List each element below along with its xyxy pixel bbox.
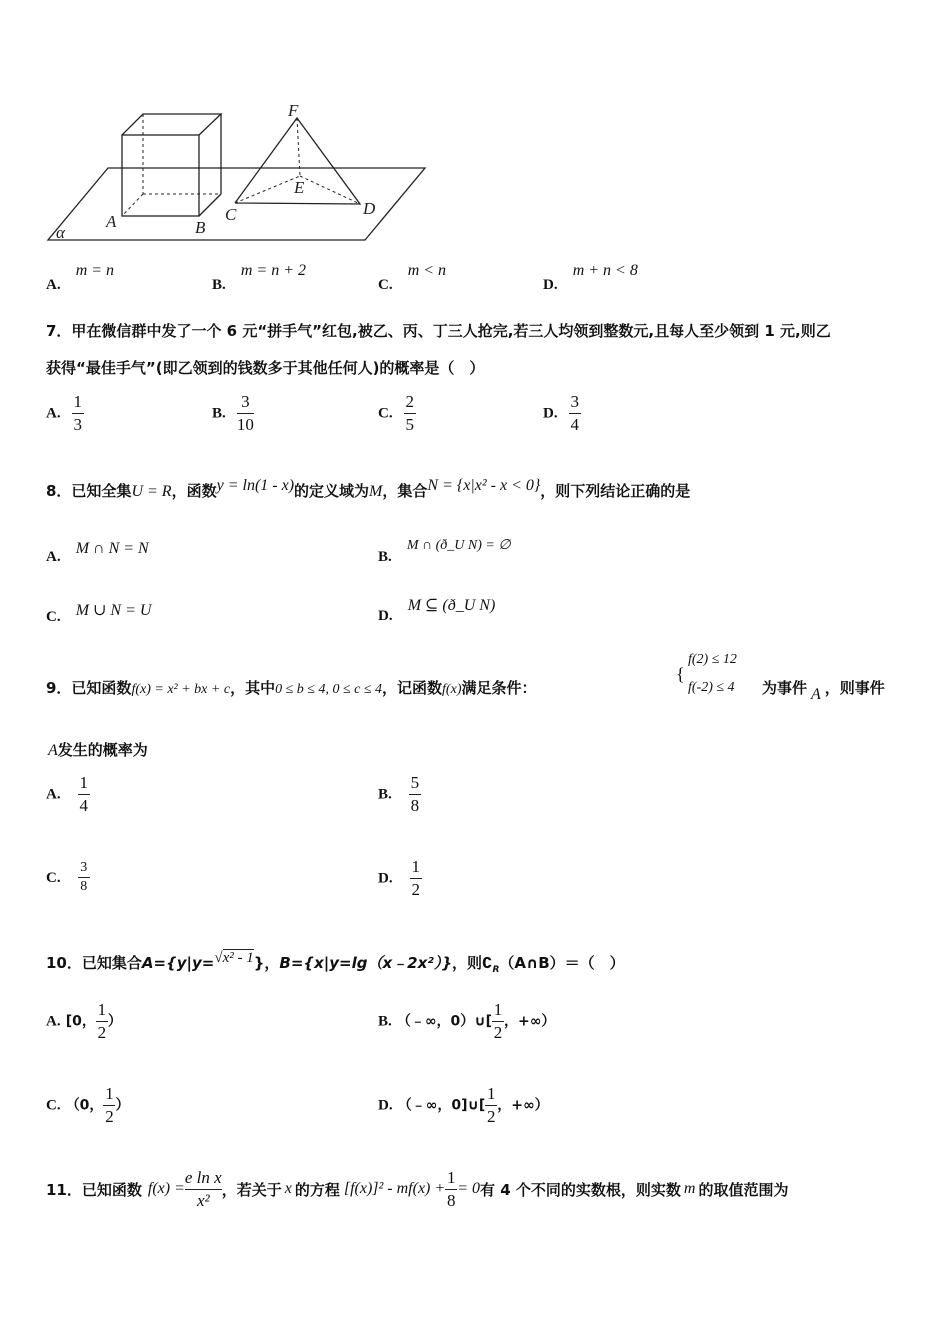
option-label: A. xyxy=(46,277,61,293)
q10-text-3: ，则 xyxy=(452,954,483,972)
q11-var-x: x xyxy=(284,1180,292,1198)
q7-option-a[interactable] xyxy=(46,392,84,434)
option-label: B. xyxy=(378,786,392,803)
denominator: 5 xyxy=(405,414,414,434)
label-alpha: α xyxy=(56,223,65,242)
q9-option-c[interactable] xyxy=(46,860,90,895)
option-fraction xyxy=(569,392,581,434)
q9-text-3: ，记函数 xyxy=(382,679,443,697)
q9-range: 0 ≤ b ≤ 4, 0 ≤ c ≤ 4 xyxy=(275,682,383,697)
label-A: A xyxy=(106,212,117,231)
q7-stem-line2: 获得“最佳手气”(即乙领到的钱数多于其他任何人)的概率是（ ） xyxy=(46,359,485,377)
option-fraction xyxy=(96,1000,108,1042)
option-expr: m + n < 8 xyxy=(572,262,638,279)
q8-set-m: M xyxy=(369,483,383,500)
label-B: B xyxy=(195,218,206,237)
q9-text-line2: 发生的概率为 xyxy=(57,741,148,759)
option-label: B. xyxy=(212,405,226,422)
q9-text-1: 9．已知函数 xyxy=(46,679,132,697)
option-post: ） xyxy=(115,1097,130,1114)
denominator: 10 xyxy=(236,414,254,434)
q8-text-3: 的定义域为 xyxy=(294,482,370,500)
q9-text-6: ，则事件 xyxy=(824,679,885,697)
option-fraction xyxy=(404,392,416,434)
option-pre: （0， xyxy=(65,1097,104,1114)
denominator: 2 xyxy=(411,879,420,899)
q10-option-c[interactable] xyxy=(46,1084,129,1126)
q9-condition-2: f(-2) ≤ 4 xyxy=(688,680,735,695)
q7-option-d[interactable] xyxy=(543,392,581,434)
numerator: 3 xyxy=(80,860,88,875)
q11-text-4: 有 4 个不同的实数根，则实数 xyxy=(479,1180,681,1199)
q11-eq-denominator: 8 xyxy=(446,1190,456,1210)
option-post: ，+∞） xyxy=(504,1013,556,1030)
option-label: B. xyxy=(212,277,226,293)
q10-complement: ∁ xyxy=(482,954,493,972)
q11-f-lhs: f(x) = xyxy=(147,1180,185,1198)
q8-option-d[interactable] xyxy=(378,595,496,624)
q9-stem xyxy=(46,677,537,698)
cube-bottom-right xyxy=(199,194,221,216)
option-post: ，+∞） xyxy=(497,1097,549,1114)
option-label: D. xyxy=(378,608,393,624)
option-expr: m = n xyxy=(75,262,115,279)
q9-brace: { xyxy=(676,664,685,684)
q11-text-2: ，若关于 xyxy=(221,1180,282,1199)
q10-option-d[interactable] xyxy=(378,1084,549,1126)
numerator: 1 xyxy=(411,857,420,876)
denominator: 2 xyxy=(493,1022,503,1042)
q9-stem-tail xyxy=(762,677,885,703)
q9-event-2: A xyxy=(48,742,58,759)
denominator: 8 xyxy=(80,879,88,895)
option-fraction xyxy=(485,1084,497,1126)
q6-option-a[interactable] xyxy=(46,260,115,293)
option-label: D. xyxy=(378,870,393,887)
cube-top-edges xyxy=(122,114,221,135)
q10-set-b: B={x|y=lg（x﹣2x²）} xyxy=(279,954,453,972)
q6-option-d[interactable] xyxy=(543,260,638,293)
q9-text-4: 满足条件： xyxy=(461,679,537,697)
option-fraction xyxy=(410,857,422,899)
q10-stem xyxy=(46,952,625,975)
option-post: ） xyxy=(107,1013,122,1030)
q11-eq-rhs: = 0 xyxy=(457,1180,480,1198)
q9-option-b[interactable] xyxy=(378,773,421,815)
cube-hidden-side xyxy=(122,194,143,216)
q11-f-numerator: e ln x xyxy=(184,1168,222,1187)
q6-option-c[interactable] xyxy=(378,260,447,293)
q9-event: A xyxy=(811,686,821,703)
q11-eq-fraction xyxy=(445,1168,457,1210)
option-label: A. xyxy=(46,786,61,803)
q9-function: f(x) = x² + bx + c xyxy=(131,682,231,697)
option-fraction xyxy=(78,773,90,815)
numerator: 1 xyxy=(79,773,88,792)
q6-option-b[interactable] xyxy=(212,260,307,293)
option-label: D. xyxy=(378,1097,393,1114)
option-fraction xyxy=(78,860,90,895)
q10-option-a[interactable] xyxy=(46,1000,122,1042)
q11-text-5: 的取值范围为 xyxy=(698,1180,789,1199)
q11-stem xyxy=(46,1168,788,1210)
option-pre: （﹣∞，0]∪[ xyxy=(397,1097,486,1114)
label-D: D xyxy=(363,199,376,218)
denominator: 3 xyxy=(73,414,82,434)
option-fraction xyxy=(409,773,421,815)
q8-text-2: ，函数 xyxy=(171,482,217,500)
numerator: 5 xyxy=(410,773,420,792)
option-expr: M ∩ N = N xyxy=(75,540,149,557)
q9-condition-1: f(2) ≤ 12 xyxy=(688,652,737,667)
q8-function: y = ln(1 - x) xyxy=(216,477,295,494)
option-fraction xyxy=(237,392,254,434)
q8-option-b[interactable] xyxy=(378,534,511,565)
q9-text-2: ，其中 xyxy=(230,679,276,697)
q10-sqrt: √x² - 1 xyxy=(214,950,254,966)
option-expr: m = n + 2 xyxy=(240,262,307,279)
q11-text-3: 的方程 xyxy=(294,1180,340,1199)
option-label: A. xyxy=(46,405,61,422)
q8-text-4: ，集合 xyxy=(382,482,428,500)
option-fraction xyxy=(72,392,84,434)
q9-text-5: 为事件 xyxy=(762,679,808,697)
option-label: C. xyxy=(378,277,393,293)
option-label: B. xyxy=(378,549,392,565)
denominator: 2 xyxy=(487,1106,496,1126)
option-label: B. xyxy=(378,1013,392,1030)
q7-option-b[interactable] xyxy=(212,392,254,434)
q10-complement-sub: R xyxy=(492,965,500,975)
q10-text-2: }， xyxy=(253,954,280,972)
q11-f-fraction xyxy=(185,1168,222,1210)
q9-option-a[interactable] xyxy=(46,773,90,815)
numerator: 1 xyxy=(105,1084,114,1103)
option-expr: M ∩ (ð_U N) = ∅ xyxy=(406,538,511,553)
label-E: E xyxy=(294,178,305,197)
option-label: C. xyxy=(46,1097,61,1114)
denominator: 4 xyxy=(79,795,88,815)
q10-sqrt-radicand: x² - 1 xyxy=(222,950,254,966)
numerator: 2 xyxy=(405,392,414,411)
q9-fx: f(x) xyxy=(442,682,462,697)
option-pre: （﹣∞，0）∪[ xyxy=(396,1013,493,1030)
denominator: 2 xyxy=(105,1106,114,1126)
option-label: A. xyxy=(46,1013,61,1030)
q11-var-m: m xyxy=(683,1180,696,1198)
option-label: D. xyxy=(543,277,558,293)
label-C: C xyxy=(225,205,237,224)
q10-set-a: A={y|y= xyxy=(141,954,215,972)
q11-eq-numerator: 1 xyxy=(446,1168,456,1187)
numerator: 1 xyxy=(487,1084,496,1103)
option-expr: M ⊆ (ð_U N) xyxy=(407,597,496,614)
q8-option-a[interactable] xyxy=(46,538,149,565)
q11-eq-lhs: [f(x)]² - mf(x) + xyxy=(343,1180,446,1198)
q11-f-denominator: x² xyxy=(196,1190,210,1210)
pyramid-hidden-height xyxy=(297,118,300,176)
q7-option-c[interactable] xyxy=(378,392,416,434)
option-label: C. xyxy=(46,870,61,887)
q8-stem xyxy=(46,477,691,501)
option-label: C. xyxy=(378,405,393,422)
numerator: 3 xyxy=(241,392,250,411)
q10-text-1: 10．已知集合 xyxy=(46,954,142,972)
q10-text-4: （A∩B）＝（ ） xyxy=(499,954,625,972)
pyramid-hidden-ed xyxy=(300,176,360,204)
q8-universal-set: U = R xyxy=(131,483,172,500)
q8-text-1: 8．已知全集 xyxy=(46,482,132,500)
numerator: 1 xyxy=(493,1000,503,1019)
q8-text-5: ，则下列结论正确的是 xyxy=(540,482,691,500)
q9-stem-line2 xyxy=(48,739,148,760)
q11-text-1: 11．已知函数 xyxy=(46,1180,142,1199)
denominator: 2 xyxy=(97,1022,107,1042)
q8-option-c[interactable] xyxy=(46,600,152,625)
option-label: A. xyxy=(46,549,61,565)
q10-option-b[interactable] xyxy=(378,1000,555,1042)
option-label: D. xyxy=(543,405,558,422)
option-expr: M ∪ N = U xyxy=(75,602,152,619)
option-fraction xyxy=(103,1084,115,1126)
label-F: F xyxy=(288,101,299,120)
option-expr: m < n xyxy=(407,262,447,279)
numerator: 1 xyxy=(97,1000,107,1019)
q8-set-n: N = {x|x² - x < 0} xyxy=(427,477,541,494)
option-label: C. xyxy=(46,609,61,625)
q7-stem-line1: 7．甲在微信群中发了一个 6 元“拼手气”红包,被乙、丙、丁三人抢完,若三人均领到整数元,且每人至少领到 1 元,则乙 xyxy=(46,322,831,340)
option-pre: [0， xyxy=(65,1013,96,1030)
numerator: 1 xyxy=(73,392,82,411)
denominator: 8 xyxy=(410,795,420,815)
option-fraction xyxy=(492,1000,504,1042)
q9-option-d[interactable] xyxy=(378,857,422,899)
numerator: 3 xyxy=(570,392,579,411)
denominator: 4 xyxy=(570,414,579,434)
geometry-figure xyxy=(40,100,440,250)
